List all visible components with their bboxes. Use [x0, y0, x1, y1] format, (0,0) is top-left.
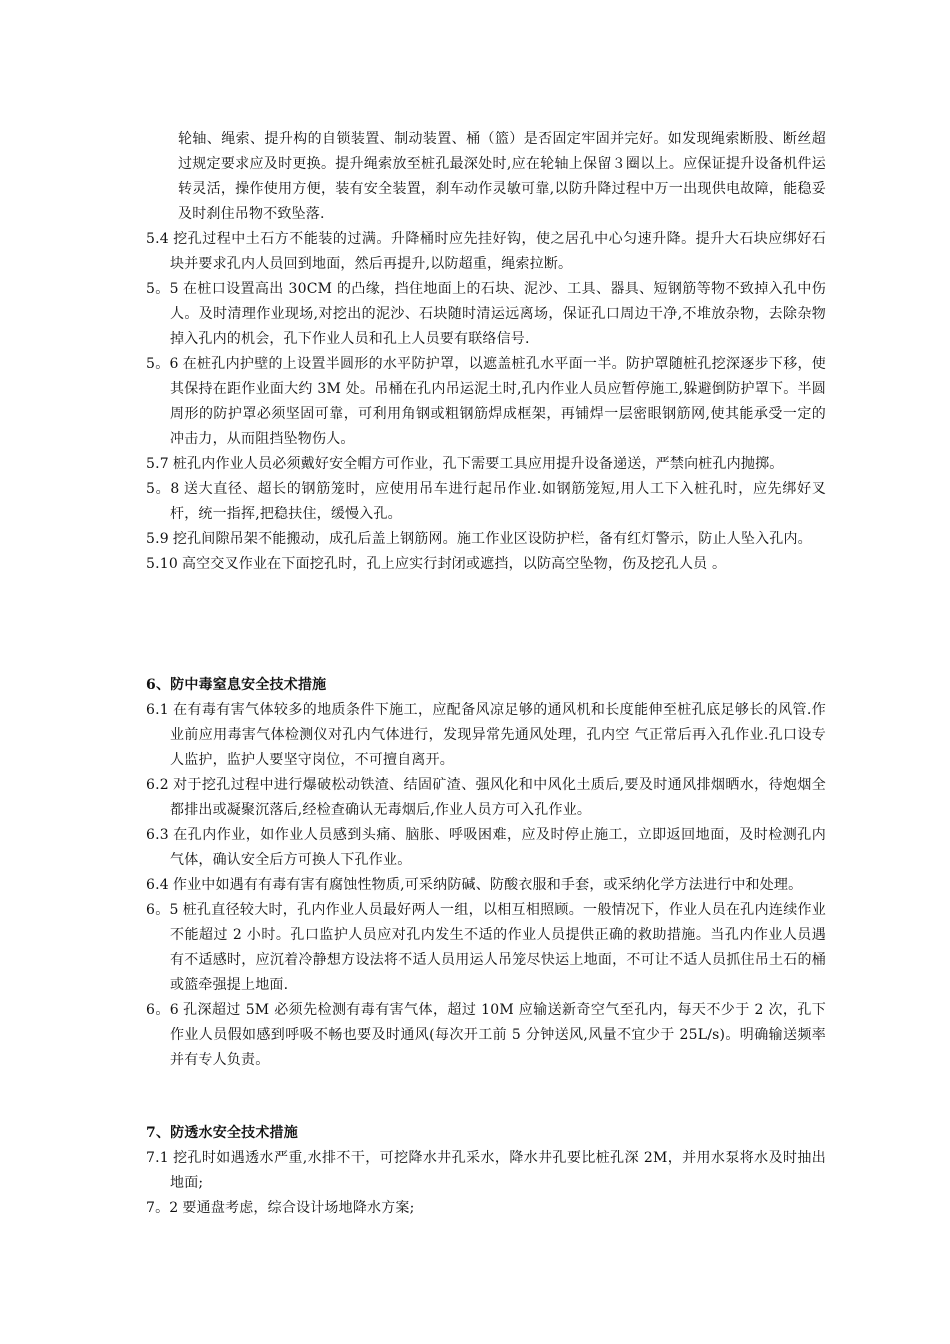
item-6-4: [146, 873, 826, 898]
item-5-6: [146, 352, 826, 452]
item-number: 5。5: [146, 281, 179, 297]
item-text: 要通盘考虑，综合设计场地降水方案;: [182, 1200, 415, 1216]
item-6-3: [146, 823, 826, 873]
item-text: 在孔内作业，如作业人员感到头痛、脑胀、呼吸困难，应及时停止施工，立即返回地面，及时检测孔内气体，确认安全后方可换人下孔作业。: [170, 827, 826, 868]
item-6-6: [146, 998, 826, 1073]
item-7-2: [146, 1196, 826, 1221]
section-5-block: [146, 127, 826, 577]
item-5-7: [146, 452, 826, 477]
item-text: 对于挖孔过程中进行爆破松动铁渣、结固矿渣、强风化和中风化土质后,要及时通风排烟晒水，待炮烟全都排出或凝聚沉落后,经检查确认无毒烟后,作业人员方可入孔作业。: [170, 777, 826, 818]
item-number: 7。2: [146, 1200, 179, 1216]
item-text: 桩孔内作业人员必须戴好安全帽方可作业，孔下需要工具应用提升设备递送，严禁向桩孔内抛掷。: [172, 456, 784, 472]
item-text: 高空交叉作业在下面挖孔时，孔上应实行封闭或遮挡，以防高空坠物，伤及挖孔人员 。: [181, 556, 727, 572]
section-7-block: [146, 1121, 826, 1221]
item-number: 6。5: [146, 902, 179, 918]
item-number: 6.2: [146, 777, 169, 793]
item-5-9: [146, 527, 826, 552]
item-5-8: [146, 477, 826, 527]
item-5-10: [146, 552, 826, 577]
section-6-heading: 6、防中毒窒息安全技术措施: [146, 677, 327, 693]
item-text: 挖孔间隙吊架不能搬动，成孔后盖上钢筋网。施工作业区设防护栏，备有红灯警示，防止人坠入孔内。: [172, 531, 812, 547]
item-7-1: [146, 1146, 826, 1196]
item-5-5: [146, 277, 826, 352]
item-6-1: [146, 698, 826, 773]
item-number: 5。6: [146, 356, 179, 372]
item-text: 桩孔直径较大时，孔内作业人员最好两人一组，以相互相照顾。一般情况下，作业人员在孔内连续作业不能超过 2 小时。孔口监护人员应对孔内发生不适的作业人员提供正确的救助措施。当孔内作业人员遇有不适感时，应沉着冷静想方设法将不适人员用运人吊笼尽快运上地面，不可让不适人员抓住吊土石的桶或篮牵强提上地面.: [170, 902, 826, 993]
item-text: 在有毒有害气体较多的地质条件下施工，应配备风凉足够的通风机和长度能伸至桩孔底足够长的风管.作业前应用毒害气体检测仪对孔内气体进行，发现异常先通风处理，孔内空 气正常后再入孔作业.孔口设专人监护，监护人要坚守岗位，不可擅自离开。: [170, 702, 826, 768]
item-5-4: [146, 227, 826, 277]
item-number: 5.4: [146, 231, 169, 247]
item-number: 5.9: [146, 531, 169, 547]
item-6-5: [146, 898, 826, 998]
item-number: 6.3: [146, 827, 169, 843]
item-number: 6.1: [146, 702, 169, 718]
item-6-2: [146, 773, 826, 823]
item-number: 6.4: [146, 877, 169, 893]
section-6-block: [146, 673, 826, 1073]
item-text: 挖孔时如遇透水严重,水排不干，可挖降水井孔采水，降水井孔要比桩孔深 2M，并用水泵将水及时抽出地面;: [170, 1150, 826, 1191]
item-number: 6。6: [146, 1002, 179, 1018]
continued-paragraph: 轮轴、绳索、提升构的自锁装置、制动装置、桶（篮）是否固定牢固并完好。如发现绳索断股、断丝超过规定要求应及时更换。提升绳索放至桩孔最深处时,应在轮轴上保留３圈以上。应保证提升设备机件运转灵活，操作使用方便，装有安全装置，刹车动作灵敏可靠,以防升降过程中万一出现供电故障，能稳妥及时刹住吊物不致坠落.: [178, 131, 826, 222]
item-text: 在桩口设置高出 30CM 的凸缘，挡住地面上的石块、泥沙、工具、器具、短钢筋等物不致掉入孔中伤人。及时清理作业现场,对挖出的泥沙、石块随时清运远离场，保证孔口周边干净,不堆放杂物，去除杂物掉入孔内的机会，孔下作业人员和孔上人员要有联络信号.: [170, 281, 826, 347]
item-text: 挖孔过程中土石方不能装的过满。升降桶时应先挂好钩，使之居孔中心匀速升降。提升大石块应绑好石块并要求孔内人员回到地面，然后再提升,以防超重，绳索拉断。: [170, 231, 826, 272]
section-7-heading: 7、防透水安全技术措施: [146, 1125, 298, 1141]
item-text: 送大直径、超长的钢筋笼时，应使用吊车进行起吊作业.如钢筋笼短,用人工下入桩孔时，应先绑好叉杆，统一指挥,把稳扶住，缓慢入孔。: [170, 481, 826, 522]
item-text: 在桩孔内护壁的上设置半圆形的水平防护罩，以遮盖桩孔水平面一半。防护罩随桩孔挖深逐步下移，使其保持在距作业面大约 3M 处。吊桶在孔内吊运泥土时,孔内作业人员应暂停施工,躲避倒防护罩下。半圆周形的防护罩必须坚固可靠，可利用角钢或粗钢筋焊成框架，再铺焊一层密眼钢筋网,使其能承受一定的冲击力，从而阻挡坠物伤人。: [170, 356, 826, 447]
item-number: 7.1: [146, 1150, 169, 1166]
item-text: 孔深超过 5M 必须先检测有毒有害气体，超过 10M 应输送新奇空气至孔内，每天不少于 2 次，孔下作业人员假如感到呼吸不畅也要及时通风(每次开工前 5 分钟送风,风量不宜少于 25L/s)。明确输送频率并有专人负责。: [170, 1002, 826, 1068]
item-number: 5.10: [146, 556, 178, 572]
item-number: 5.7: [146, 456, 169, 472]
item-number: 5。8: [146, 481, 180, 497]
item-text: 作业中如遇有有毒有害有腐蚀性物质,可采纳防碱、防酸衣服和手套，或采纳化学方法进行中和处理。: [172, 877, 803, 893]
